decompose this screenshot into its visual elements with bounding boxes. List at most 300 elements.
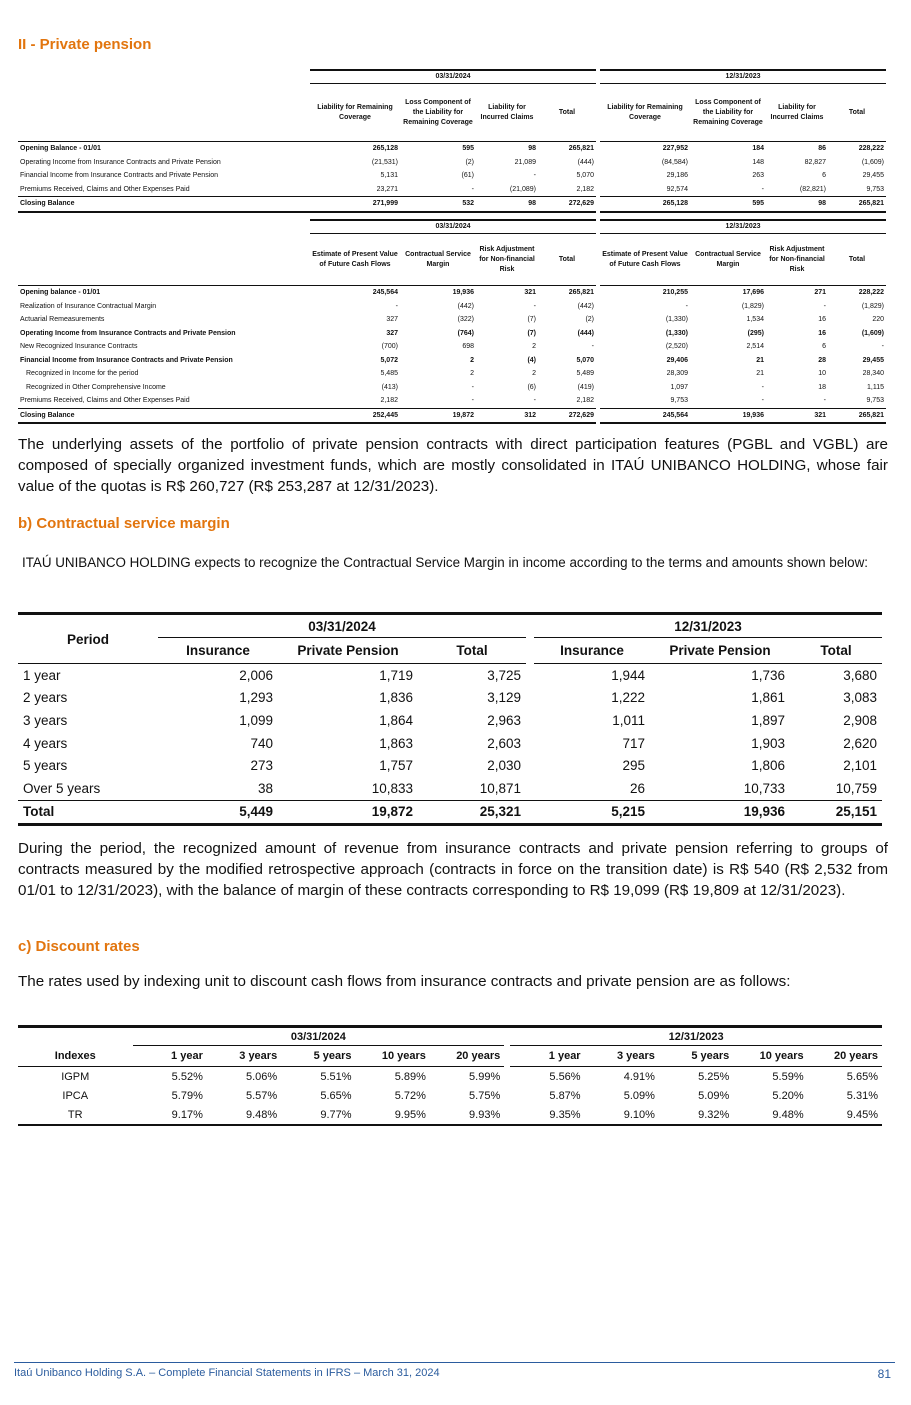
table-cell: 82,827 — [804, 158, 826, 166]
table-cell: 5.20% — [772, 1089, 804, 1102]
table-cell: 9.77% — [281, 1105, 355, 1125]
table-cell: 2,620 — [843, 735, 877, 751]
table-cell: (413) — [381, 383, 398, 391]
period-label: Period — [18, 614, 158, 664]
table-cell: 1,534 — [746, 316, 764, 323]
paragraph-csm-intro: ITAÚ UNIBANCO HOLDING expects to recognize the Contractual Service Margin in income according to the terms and amounts shown below: — [22, 555, 868, 570]
table-row — [18, 381, 886, 395]
table-cell: (419) — [577, 383, 594, 391]
table-cell: 38 — [257, 780, 273, 796]
table-cell: - — [761, 383, 764, 391]
table-body — [18, 664, 882, 825]
table-cell: 5.09% — [623, 1089, 655, 1102]
table-cell: 740 — [250, 735, 273, 751]
table-row — [18, 313, 886, 327]
table-cell: 28,309 — [666, 370, 688, 377]
table-cell: 1,861 — [751, 690, 785, 706]
table-cell: 5.57% — [246, 1089, 278, 1102]
table-cell: 148 — [752, 158, 764, 166]
table-cell: 532 — [400, 197, 476, 212]
table-cell: 5,070 — [576, 172, 594, 179]
table-cell: 98 — [528, 145, 536, 152]
table-cell: 1,903 — [751, 735, 785, 751]
table-cell: - — [761, 185, 764, 193]
table-cell: 1,863 — [379, 735, 413, 751]
col-header: Risk Adjustment for Non-financial Risk — [766, 234, 828, 286]
table-cell: 210,255 — [662, 289, 688, 296]
table-cell: - — [591, 343, 594, 350]
page-footer — [14, 1362, 895, 1379]
period-header-2024: 03/31/2024 — [158, 614, 526, 638]
col-header: Total — [790, 638, 882, 664]
table-cell: 5,215 — [534, 800, 650, 825]
paragraph-underlying-assets: The underlying assets of the portfolio of private pension contracts with direct participation features (PGBL and VGBL) are composed of specially organized investment funds, which are mostly consolidated in ITAÚ UNIBANCO HOLDING, whose fair value of the quotas is R$ 260,727 (R$ 253,287 at 12/31/2023). — [18, 436, 888, 495]
table-cell: (322) — [457, 316, 474, 323]
table-row — [18, 394, 886, 408]
table-row — [18, 197, 886, 212]
col-header: Total — [538, 84, 596, 142]
table-cell: 1,099 — [239, 712, 273, 728]
period-header-2023: 12/31/2023 — [510, 1027, 882, 1046]
private-pension-balance-table — [18, 69, 886, 213]
table-body — [18, 1067, 882, 1126]
page-number: 81 — [877, 1367, 891, 1381]
discount-rates-table — [18, 1025, 882, 1126]
table-cell: (444) — [577, 329, 594, 337]
table-cell: 5.75% — [469, 1089, 501, 1102]
table-cell: 23,271 — [376, 185, 398, 193]
table-cell: 5,489 — [576, 370, 594, 377]
table-cell: 5.31% — [846, 1089, 878, 1102]
table-cell: 595 — [690, 197, 766, 212]
col-header: Estimate of Present Value of Future Cash Flows — [600, 234, 690, 286]
table-row — [18, 142, 886, 156]
col-header: 20 years — [808, 1046, 882, 1067]
table-cell: 25,151 — [790, 800, 882, 825]
table-cell: 5.65% — [846, 1070, 878, 1083]
table-cell: - — [471, 383, 474, 391]
table-cell: 220 — [872, 316, 884, 323]
row-label: Closing Balance — [18, 197, 310, 212]
col-header: 5 years — [281, 1046, 355, 1067]
table-body — [18, 286, 886, 424]
table-cell: 5.59% — [772, 1070, 804, 1083]
table-cell: 1,864 — [379, 712, 413, 728]
table-cell: 9.95% — [356, 1105, 430, 1125]
period-header-2023: 12/31/2023 — [600, 220, 886, 234]
row-label: IGPM — [61, 1070, 90, 1083]
table-cell: 9.45% — [808, 1105, 882, 1125]
table-cell: 10,759 — [835, 780, 877, 796]
table-cell: 5.87% — [549, 1089, 581, 1102]
col-header: Total — [828, 234, 886, 286]
col-header: 20 years — [430, 1046, 504, 1067]
col-header: 1 year — [133, 1046, 207, 1067]
row-label: Opening balance - 01/01 — [20, 289, 101, 296]
table-cell: 9.10% — [585, 1105, 659, 1125]
col-header: Total — [418, 638, 526, 664]
row-label: Over 5 years — [23, 780, 101, 796]
col-header: Insurance — [534, 638, 650, 664]
table-cell: 19,872 — [400, 408, 476, 423]
table-cell: 3,725 — [487, 667, 521, 683]
table-cell: 18 — [818, 383, 826, 391]
table-cell: 245,564 — [372, 289, 398, 296]
table-cell: 26 — [629, 780, 645, 796]
table-cell: 9.93% — [430, 1105, 504, 1125]
table-cell: 10 — [818, 370, 826, 377]
table-cell: - — [881, 343, 884, 350]
table-cell: (442) — [577, 302, 594, 310]
table-cell: 19,936 — [452, 289, 474, 296]
table-cell: (444) — [577, 158, 594, 166]
table-cell: 265,821 — [568, 145, 594, 152]
table-cell: 2 — [470, 370, 474, 377]
table-cell: 19,936 — [650, 800, 790, 825]
table-cell: - — [533, 172, 536, 179]
col-header: Estimate of Present Value of Future Cash Flows — [310, 234, 400, 286]
table-cell: (1,609) — [861, 158, 884, 166]
table-row — [18, 354, 886, 368]
row-label: Operating Income from Insurance Contracts and Private Pension — [20, 329, 236, 337]
table-cell: (6) — [527, 383, 536, 391]
table-cell: 5,131 — [380, 172, 398, 179]
col-header: Private Pension — [650, 638, 790, 664]
row-label: Total — [18, 800, 158, 825]
table-cell: 1,293 — [239, 690, 273, 706]
table-row — [18, 1105, 882, 1125]
section-title: II - Private pension — [18, 36, 152, 53]
table-cell: 5.52% — [171, 1070, 203, 1083]
col-header: 3 years — [585, 1046, 659, 1067]
row-label: Recognized in Income for the period — [26, 370, 139, 377]
table-cell: 2 — [532, 370, 536, 377]
table-cell: 3,129 — [487, 690, 521, 706]
table-cell: 4.91% — [623, 1070, 655, 1083]
table-cell: 1,757 — [379, 758, 413, 774]
row-label: New Recognized Insurance Contracts — [20, 343, 138, 350]
table-cell: (700) — [381, 343, 398, 350]
table-cell: 92,574 — [666, 185, 688, 193]
table-row — [18, 1067, 882, 1087]
table-cell: (61) — [461, 172, 474, 179]
table-row — [18, 754, 882, 777]
period-header-2023: 12/31/2023 — [534, 614, 882, 638]
table-cell: 9.32% — [659, 1105, 733, 1125]
col-header: Insurance — [158, 638, 278, 664]
col-header: Liability for Incurred Claims — [476, 84, 538, 142]
table-cell: - — [395, 302, 398, 310]
table-cell: 5,072 — [380, 356, 398, 364]
table-cell: 5.99% — [469, 1070, 501, 1083]
table-cell: 265,128 — [600, 197, 690, 212]
table-cell: 5.06% — [246, 1070, 278, 1083]
table-row — [18, 664, 882, 687]
table-cell: 21 — [756, 370, 764, 377]
table-row — [18, 732, 882, 755]
table-cell: 2,182 — [576, 397, 594, 404]
table-cell: (1,609) — [861, 329, 884, 337]
table-cell: 1,897 — [751, 712, 785, 728]
table-cell: 16 — [818, 329, 826, 337]
table-cell: 1,736 — [751, 667, 785, 683]
row-label: Financial Income from Insurance Contracts and Private Pension — [20, 172, 219, 179]
table-cell: 698 — [462, 343, 474, 350]
col-header: Liability for Incurred Claims — [766, 84, 828, 142]
table-cell: 252,445 — [310, 408, 400, 423]
table-cell: 595 — [462, 145, 474, 152]
table-cell: 29,406 — [666, 356, 688, 364]
table-cell: 9.48% — [733, 1105, 807, 1125]
table-row — [18, 183, 886, 197]
table-cell: 28 — [818, 356, 826, 364]
table-cell: 29,455 — [862, 172, 884, 179]
table-cell: 25,321 — [418, 800, 526, 825]
table-cell: 2 — [532, 343, 536, 350]
table-cell: 9,753 — [866, 397, 884, 404]
table-cell: - — [823, 397, 826, 404]
table-cell: 9.48% — [207, 1105, 281, 1125]
table-cell: (21,089) — [509, 185, 536, 193]
table-cell: 5.51% — [320, 1070, 352, 1083]
table-cell: 5,449 — [158, 800, 278, 825]
table-row — [18, 286, 886, 300]
table-cell: 2,182 — [576, 185, 594, 193]
row-label: TR — [18, 1105, 133, 1125]
table-cell: 9,753 — [866, 185, 884, 193]
table-cell: 28,340 — [862, 370, 884, 377]
heading-discount-rates: c) Discount rates — [18, 938, 140, 955]
table-cell: (2) — [465, 158, 474, 166]
table-cell: 2,006 — [239, 667, 273, 683]
table-cell: - — [533, 302, 536, 310]
total-row — [18, 800, 882, 825]
table-cell: (1,330) — [665, 316, 688, 323]
table-cell: 2,603 — [487, 735, 521, 751]
table-cell: 321 — [524, 289, 536, 296]
table-row — [18, 408, 886, 423]
row-label: IPCA — [62, 1089, 89, 1102]
table-body — [18, 142, 886, 212]
table-cell: 10,833 — [371, 780, 413, 796]
table-row — [18, 777, 882, 800]
table-cell: 29,186 — [666, 172, 688, 179]
table-cell: 10,733 — [743, 780, 785, 796]
table-cell: (1,330) — [665, 329, 688, 337]
table-cell: 1,836 — [379, 690, 413, 706]
table-cell: (2) — [585, 316, 594, 323]
table-cell: (442) — [457, 302, 474, 310]
col-header: 10 years — [733, 1046, 807, 1067]
table-cell: 1,097 — [670, 383, 688, 391]
col-header: 3 years — [207, 1046, 281, 1067]
table-row — [18, 300, 886, 314]
table-cell: 5.56% — [549, 1070, 581, 1083]
table-cell: 227,952 — [662, 145, 688, 152]
table-cell: (1,829) — [741, 302, 764, 310]
indexes-label: Indexes — [18, 1046, 133, 1067]
period-header-2024: 03/31/2024 — [310, 220, 596, 234]
table-cell: 9,753 — [670, 397, 688, 404]
table-cell: 263 — [752, 172, 764, 179]
col-header: Risk Adjustment for Non-financial Risk — [476, 234, 538, 286]
col-header: 1 year — [510, 1046, 584, 1067]
table-cell: 228,222 — [858, 289, 884, 296]
table-cell: 2,908 — [843, 712, 877, 728]
table-cell: 86 — [818, 145, 826, 152]
col-header: Private Pension — [278, 638, 418, 664]
table-cell: 321 — [766, 408, 828, 423]
table-cell: 2,182 — [380, 397, 398, 404]
table-cell: 265,128 — [372, 145, 398, 152]
col-header: Contractual Service Margin — [400, 234, 476, 286]
table-cell: 1,011 — [612, 712, 645, 728]
table-cell: - — [471, 397, 474, 404]
table-cell: 273 — [250, 758, 273, 774]
table-cell: 265,821 — [828, 197, 886, 212]
table-row — [18, 1086, 882, 1105]
table-row — [18, 169, 886, 183]
table-cell: 29,455 — [862, 356, 884, 364]
table-cell: 265,821 — [828, 408, 886, 423]
table-cell: 2 — [470, 356, 474, 364]
table-cell: 19,936 — [690, 408, 766, 423]
table-cell: 1,222 — [611, 690, 645, 706]
table-cell: 1,944 — [611, 667, 645, 683]
table-cell: 17,696 — [742, 289, 764, 296]
table-cell: 1,806 — [751, 758, 785, 774]
row-label: Opening Balance - 01/01 — [20, 145, 101, 152]
table-cell: 16 — [818, 316, 826, 323]
table-cell: - — [823, 302, 826, 310]
table-row — [18, 340, 886, 354]
table-cell: 1,115 — [867, 383, 884, 391]
period-header-2024: 03/31/2024 — [310, 70, 596, 84]
table-cell: 5,070 — [576, 356, 594, 364]
col-header: 10 years — [356, 1046, 430, 1067]
table-cell: 5.65% — [320, 1089, 352, 1102]
table-cell: 9.35% — [510, 1105, 584, 1125]
table-cell: 2,030 — [487, 758, 521, 774]
table-row — [18, 367, 886, 381]
table-cell: - — [471, 185, 474, 193]
table-cell: 5.72% — [394, 1089, 426, 1102]
col-header: Total — [828, 84, 886, 142]
table-cell: 6 — [822, 343, 826, 350]
period-header-2023: 12/31/2023 — [600, 70, 886, 84]
table-cell: 9.17% — [133, 1105, 207, 1125]
table-cell: 98 — [766, 197, 828, 212]
table-cell: 228,222 — [858, 145, 884, 152]
table-cell: 5.09% — [698, 1089, 730, 1102]
row-label: 4 years — [23, 735, 68, 751]
row-label: Premiums Received, Claims and Other Expenses Paid — [20, 185, 190, 193]
table-cell: 19,872 — [278, 800, 418, 825]
row-label: 5 years — [23, 758, 68, 774]
table-cell: 271,999 — [310, 197, 400, 212]
table-cell: 2,101 — [843, 758, 877, 774]
footer-text: Itaú Unibanco Holding S.A. – Complete Financial Statements in IFRS – March 31, 2024 — [14, 1367, 440, 1379]
table-cell: (84,584) — [661, 158, 688, 166]
col-header: Contractual Service Margin — [690, 234, 766, 286]
table-cell: (4) — [527, 356, 536, 364]
table-cell: (21,531) — [371, 158, 398, 166]
table-cell: 327 — [386, 316, 398, 323]
row-label: Financial Income from Insurance Contracts and Private Pension — [20, 356, 233, 364]
table-cell: (7) — [527, 316, 536, 323]
table-cell: (1,829) — [861, 302, 884, 310]
row-label: 2 years — [23, 690, 68, 706]
row-label: Actuarial Remeasurements — [20, 316, 105, 323]
table-cell: (2,520) — [665, 343, 688, 350]
col-header: 5 years — [659, 1046, 733, 1067]
paragraph-discount-intro: The rates used by indexing unit to discount cash flows from insurance contracts and private pension are as follows: — [18, 973, 791, 990]
table-cell: 2,963 — [487, 712, 521, 728]
table-cell: - — [761, 397, 764, 404]
col-header: Liability for Remaining Coverage — [310, 84, 400, 142]
table-row — [18, 327, 886, 341]
table-cell: 184 — [752, 145, 764, 152]
row-label: 1 year — [23, 667, 61, 683]
row-label: Realization of Insurance Contractual Margin — [20, 302, 157, 310]
paragraph-modified-retrospective: During the period, the recognized amount of revenue from insurance contracts and private pension referring to groups of contracts measured by the modified retrospective approach (contracts in force on the transition date) is R$ 540 (R$ 2,532 from 01/01 to 12/31/2023), with the balance of margin of these contracts corresponding to R$ 19,099 (R$ 19,809 at 12/31/2023). — [18, 840, 888, 899]
table-cell: 21,089 — [514, 158, 536, 166]
table-cell: 272,629 — [538, 197, 596, 212]
row-label: Operating Income from Insurance Contracts and Private Pension — [20, 158, 221, 166]
table-cell: 5,485 — [380, 370, 398, 377]
table-cell: 272,629 — [538, 408, 596, 423]
table-cell: (295) — [747, 329, 764, 337]
table-cell: 327 — [386, 329, 398, 337]
table-cell: 21 — [756, 356, 764, 364]
table-row — [18, 709, 882, 732]
table-cell: (82,821) — [799, 185, 826, 193]
table-cell: (764) — [457, 329, 474, 337]
table-cell: 245,564 — [600, 408, 690, 423]
private-pension-measurement-table — [18, 219, 886, 424]
table-cell: 5.89% — [394, 1070, 426, 1083]
table-cell: 265,821 — [568, 289, 594, 296]
table-cell: 98 — [476, 197, 538, 212]
table-cell: 295 — [622, 758, 645, 774]
table-cell: 3,680 — [843, 667, 877, 683]
table-cell: 312 — [476, 408, 538, 423]
table-cell: 10,871 — [479, 780, 521, 796]
table-cell: - — [533, 397, 536, 404]
table-cell: (7) — [527, 329, 536, 337]
table-cell: 6 — [822, 172, 826, 179]
table-cell: 3,083 — [843, 690, 877, 706]
table-cell: 5.25% — [698, 1070, 730, 1083]
row-label: Closing Balance — [18, 408, 310, 423]
table-cell: 2,514 — [746, 343, 764, 350]
row-label: 3 years — [23, 712, 68, 728]
contractual-service-margin-table — [18, 612, 882, 826]
col-header: Total — [538, 234, 596, 286]
col-header: Loss Component of the Liability for Remaining Coverage — [690, 84, 766, 142]
table-cell: 717 — [622, 735, 645, 751]
table-cell: 271 — [814, 289, 826, 296]
table-cell: - — [685, 302, 688, 310]
heading-contractual-service-margin: b) Contractual service margin — [18, 515, 230, 532]
row-label: Premiums Received, Claims and Other Expenses Paid — [20, 397, 190, 404]
col-header: Loss Component of the Liability for Remaining Coverage — [400, 84, 476, 142]
period-header-2024: 03/31/2024 — [133, 1027, 505, 1046]
table-cell: 1,719 — [379, 667, 413, 683]
table-row — [18, 156, 886, 170]
table-row — [18, 687, 882, 710]
row-label: Recognized in Other Comprehensive Income — [26, 383, 166, 391]
